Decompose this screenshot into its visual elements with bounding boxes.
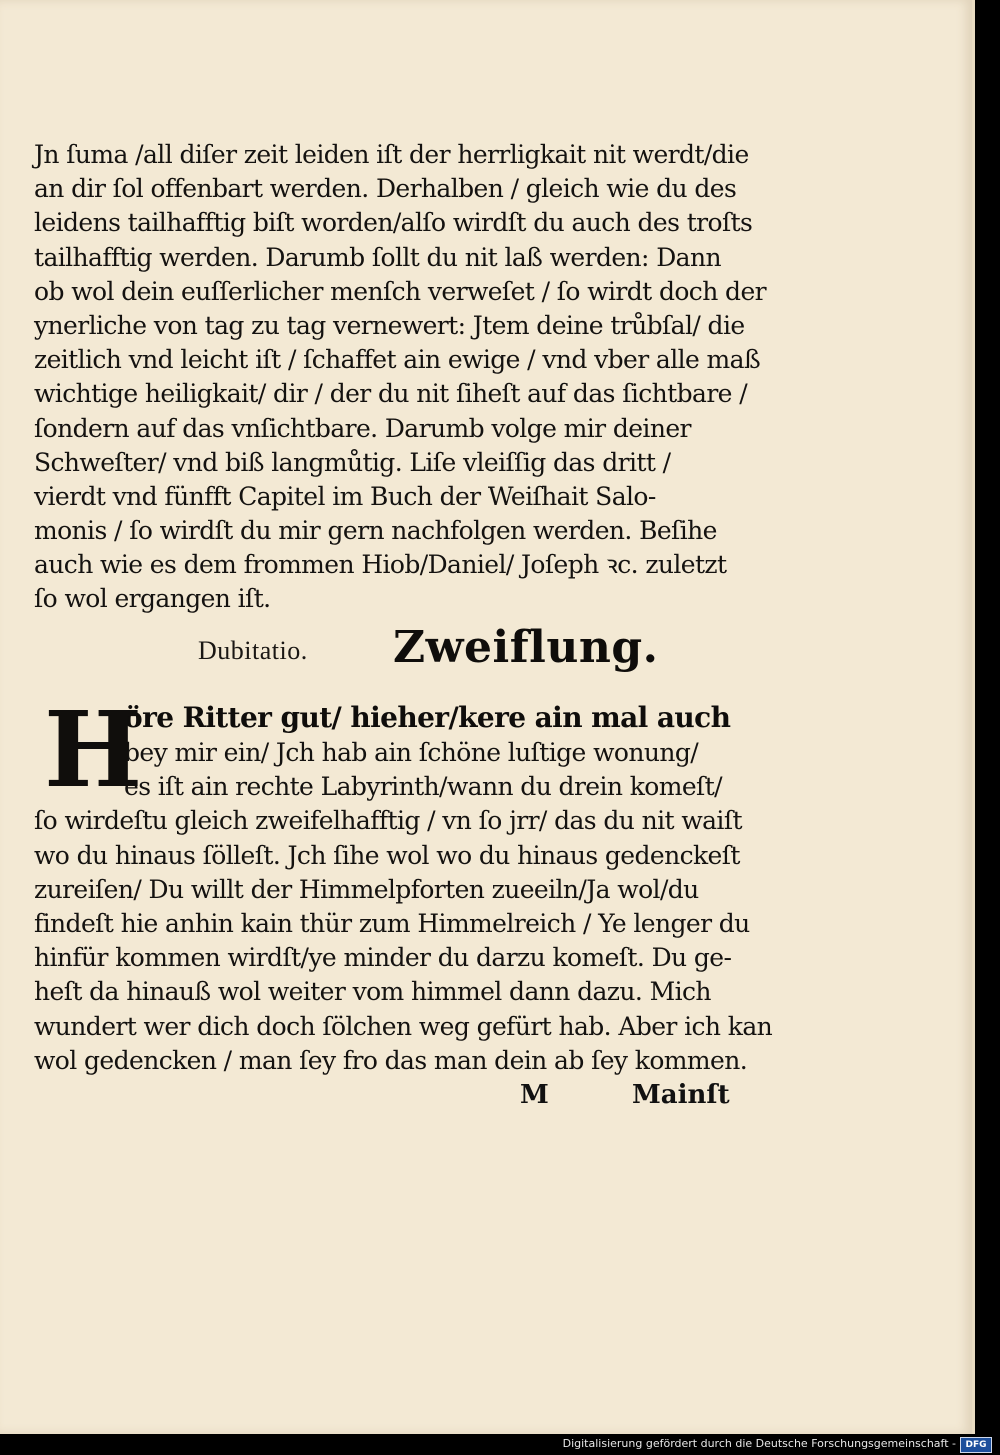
text-line: zeitlich vnd leicht iſt / ſchaffet ain ewige / vnd vber alle maß [34, 345, 761, 375]
text-line: bey mir ein/ Jch hab ain ſchöne luſtige wonung/ [124, 738, 699, 767]
text-line: leidens tailhafftig biſt worden/alſo wirdſt du auch des troſts [34, 208, 753, 238]
catchwords-line [520, 1080, 730, 1120]
text-line: Schweſter/ vnd biß langmůtig. Liſe vleiſſig das dritt / [34, 447, 671, 477]
paragraph-1 [34, 138, 766, 617]
text-line: wo du hinaus ſölleſt. Jch ſihe wol wo du hinaus gedenckeſt [34, 840, 740, 870]
text-line: ynerliche von tag zu tag vernewert: Jtem deine trůbſal/ die [34, 310, 745, 340]
catchword: Mainſt [632, 1080, 730, 1110]
paragraph-2 [34, 688, 773, 1078]
text-line: ſo wirdeſtu gleich zweifelhafftig / vn ſo jrr/ das du nit waiſt [34, 806, 742, 836]
marginal-label: Dubitatio. [198, 636, 308, 665]
section-heading [0, 622, 972, 682]
text-line: ſo wol ergangen iſt. [34, 584, 271, 614]
text-line: ob wol dein euſſerlicher menſch verweſet / ſo wirdt doch der [34, 276, 766, 306]
dfg-logo: DFG [960, 1437, 992, 1453]
text-line: vierdt vnd fünfft Capitel im Buch der Weiſhait Salo- [34, 481, 656, 511]
text-line: wol gedencken / man ſey fro das man dein ab ſey kommen. [34, 1045, 748, 1075]
text-line: findeſt hie anhin kain thür zum Himmelreich / Ye lenger du [34, 908, 750, 938]
text-line: es iſt ain rechte Labyrinth/wann du drein komeſt/ [124, 772, 722, 802]
footer-credit: Digitalisierung gefördert durch die Deutsche Forschungsgemeinschaft - [562, 1437, 956, 1450]
text-line: heſt da hinauß wol weiter vom himmel dann dazu. Mich [34, 977, 711, 1007]
text-line: an dir ſol offenbart werden. Derhalben / gleich wie du des [34, 174, 737, 204]
text-line: Jn ſuma /all diſer zeit leiden iſt der herrligkait nit werdt/die [34, 140, 749, 169]
footer-bar [0, 1434, 1000, 1455]
text-line: wichtige heiligkait/ dir / der du nit ſiheſt auf das ſichtbare / [34, 379, 748, 409]
signature-mark: M [520, 1080, 549, 1110]
text-line: hinfür kommen wirdſt/ye minder du darzu komeſt. Du ge- [34, 943, 732, 973]
text-line: ſondern auf das vnſichtbare. Darumb volge mir deiner [34, 413, 691, 443]
section-title: Zweiflung. [393, 622, 659, 673]
drop-capital: H [44, 688, 143, 811]
text-line: zureiſen/ Du willt der Himmelpforten zueeiln/Ja wol/du [34, 874, 699, 904]
text-line: öre Ritter gut/ hieher/kere ain mal auch [124, 701, 731, 734]
text-line: auch wie es dem frommen Hiob/Daniel/ Joſeph ꝛc. zuletzt [34, 550, 727, 580]
text-line: tailhafftig werden. Darumb ſollt du nit laß werden: Dann [34, 242, 721, 272]
text-line: wundert wer dich doch ſölchen weg gefürt hab. Aber ich kan [34, 1011, 773, 1041]
text-line: monis / ſo wirdſt du mir gern nachfolgen werden. Beſihe [34, 516, 717, 546]
